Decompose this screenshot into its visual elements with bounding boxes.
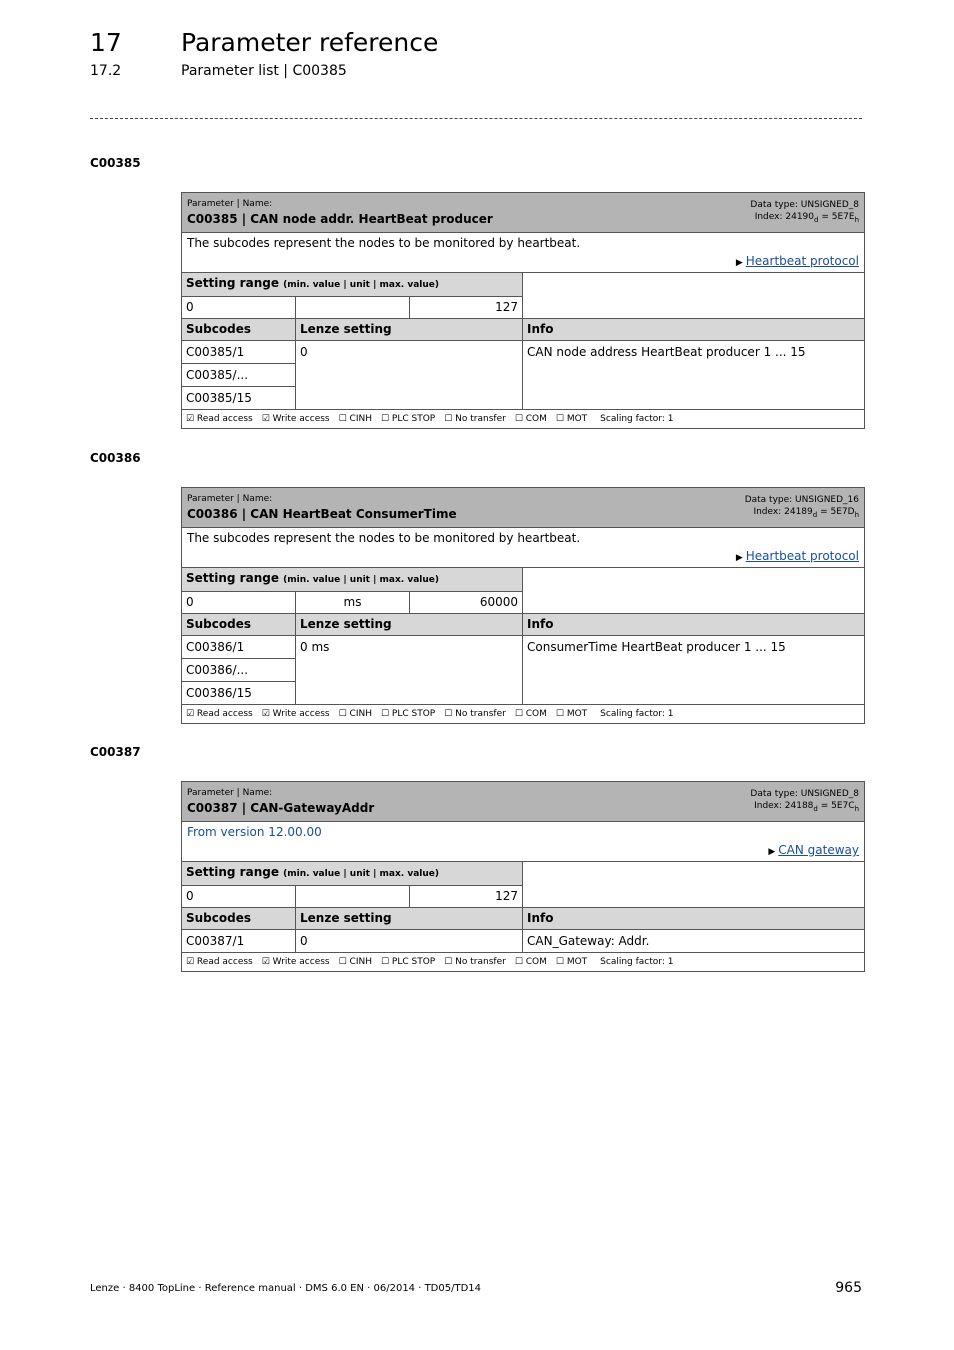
param-table (181, 781, 865, 972)
column-header-info: Info (523, 319, 865, 341)
range-max: 127 (410, 297, 523, 319)
section-title: Parameter list | C00385 (181, 63, 347, 79)
attr-scaling-factor: Scaling factor: 1 (600, 709, 674, 719)
index-d-sub: d (814, 215, 819, 224)
reference-link[interactable]: Heartbeat protocol (745, 254, 859, 268)
column-header-info: Info (523, 908, 865, 930)
param-description-row (182, 528, 865, 568)
index-hex: = 5E7D (817, 507, 855, 517)
param-heading: C00386 (90, 451, 141, 465)
param-name-label: Parameter | Name: (187, 199, 273, 209)
param-name-label: Parameter | Name: (187, 494, 273, 504)
empty-cell (523, 862, 865, 908)
cross-reference[interactable] (736, 254, 859, 268)
setting-range-header (182, 568, 523, 592)
attr-read-access: ☑ Read access (186, 414, 253, 424)
param-table (181, 487, 865, 724)
range-min: 0 (182, 592, 296, 614)
subcode-cell: C00386/15 (182, 682, 296, 705)
subcode-cell: C00386/... (182, 659, 296, 682)
attr-cinh: ☐ CINH (338, 414, 372, 424)
info-cell: CAN_Gateway: Addr. (523, 930, 865, 953)
param-description: The subcodes represent the nodes to be monitored by heartbeat. (187, 531, 581, 545)
param-name: C00386 | CAN HeartBeat ConsumerTime (187, 507, 457, 521)
subcode-cell: C00385/15 (182, 387, 296, 410)
cross-reference[interactable] (768, 843, 859, 857)
subcode-cell: C00386/1 (182, 636, 296, 659)
param-header (182, 488, 865, 528)
param-description-row (182, 822, 865, 862)
attr-com: ☐ COM (514, 957, 547, 967)
page-number: 965 (835, 1280, 862, 1296)
reference-link[interactable]: Heartbeat protocol (745, 549, 859, 563)
index-decimal: Index: 24190 (754, 212, 815, 222)
subcode-cell: C00387/1 (182, 930, 296, 953)
param-description-row (182, 233, 865, 273)
attr-plc-stop: ☐ PLC STOP (381, 709, 436, 719)
attr-cinh: ☐ CINH (338, 957, 372, 967)
index-hex: = 5E7C (817, 801, 855, 811)
range-min: 0 (182, 886, 296, 908)
index-decimal: Index: 24189 (753, 507, 813, 517)
triangle-right-icon: ▶ (735, 553, 743, 563)
index-decimal: Index: 24188 (754, 801, 814, 811)
lenze-setting-cell: 0 (296, 341, 523, 410)
cross-reference[interactable] (736, 549, 859, 563)
lenze-setting-cell: 0 ms (296, 636, 523, 705)
chapter-title: Parameter reference (181, 28, 439, 57)
setting-range-sublabel: (min. value | unit | max. value) (283, 575, 439, 585)
param-name: C00385 | CAN node addr. HeartBeat producer (187, 212, 493, 226)
reference-link[interactable]: CAN gateway (778, 843, 859, 857)
index-d-sub: d (813, 804, 818, 813)
column-header-info: Info (523, 614, 865, 636)
attr-plc-stop: ☐ PLC STOP (381, 957, 436, 967)
empty-cell (523, 568, 865, 614)
setting-range-sublabel: (min. value | unit | max. value) (283, 280, 439, 290)
document-footer: Lenze · 8400 TopLine · Reference manual · DMS 6.0 EN · 06/2014 · TD05/TD14 (90, 1283, 482, 1294)
data-type: Data type: UNSIGNED_8 (750, 200, 859, 210)
attr-read-access: ☑ Read access (186, 957, 253, 967)
column-header-lenze-setting: Lenze setting (296, 614, 523, 636)
subcode-cell: C00385/1 (182, 341, 296, 364)
range-unit (296, 886, 410, 908)
column-header-subcodes: Subcodes (182, 614, 296, 636)
attr-scaling-factor: Scaling factor: 1 (600, 414, 674, 424)
param-datatype-index (745, 494, 859, 521)
setting-range-sublabel: (min. value | unit | max. value) (283, 869, 439, 879)
range-max: 60000 (410, 592, 523, 614)
attributes-row (182, 705, 865, 724)
index-hex: = 5E7E (818, 212, 855, 222)
setting-range-header (182, 862, 523, 886)
setting-range-label: Setting range (186, 276, 279, 290)
attr-plc-stop: ☐ PLC STOP (381, 414, 436, 424)
index-h-sub: h (854, 804, 859, 813)
info-cell: CAN node address HeartBeat producer 1 ... 15 (523, 341, 865, 410)
attr-no-transfer: ☐ No transfer (444, 709, 506, 719)
lenze-setting-cell: 0 (296, 930, 523, 953)
param-table (181, 192, 865, 429)
attr-com: ☐ COM (514, 709, 547, 719)
header-divider (90, 118, 862, 119)
param-name-label: Parameter | Name: (187, 788, 273, 798)
param-description: The subcodes represent the nodes to be monitored by heartbeat. (187, 236, 581, 250)
attr-no-transfer: ☐ No transfer (444, 414, 506, 424)
setting-range-label: Setting range (186, 865, 279, 879)
attributes-row (182, 953, 865, 972)
column-header-lenze-setting: Lenze setting (296, 908, 523, 930)
param-header (182, 782, 865, 822)
attr-write-access: ☑ Write access (261, 957, 330, 967)
triangle-right-icon: ▶ (768, 847, 776, 857)
column-header-subcodes: Subcodes (182, 319, 296, 341)
section-number: 17.2 (90, 63, 122, 79)
index-h-sub: h (854, 510, 859, 519)
param-heading: C00387 (90, 745, 141, 759)
column-header-subcodes: Subcodes (182, 908, 296, 930)
index-d-sub: d (812, 510, 818, 519)
attr-read-access: ☑ Read access (186, 709, 253, 719)
index-h-sub: h (854, 215, 859, 224)
attr-mot: ☐ MOT (555, 414, 588, 424)
attr-write-access: ☑ Write access (261, 709, 330, 719)
range-min: 0 (182, 297, 296, 319)
attr-com: ☐ COM (514, 414, 547, 424)
column-header-lenze-setting: Lenze setting (296, 319, 523, 341)
attr-mot: ☐ MOT (555, 957, 588, 967)
param-datatype-index (750, 199, 859, 226)
range-unit: ms (296, 592, 410, 614)
data-type: Data type: UNSIGNED_8 (750, 789, 859, 799)
attributes-row (182, 410, 865, 429)
param-heading: C00385 (90, 156, 141, 170)
attr-write-access: ☑ Write access (261, 414, 330, 424)
chapter-number: 17 (90, 28, 122, 57)
attr-cinh: ☐ CINH (338, 709, 372, 719)
setting-range-header (182, 273, 523, 297)
range-unit (296, 297, 410, 319)
subcode-cell: C00385/... (182, 364, 296, 387)
setting-range-label: Setting range (186, 571, 279, 585)
triangle-right-icon: ▶ (735, 258, 743, 268)
attr-mot: ☐ MOT (555, 709, 588, 719)
data-type: Data type: UNSIGNED_16 (744, 495, 859, 505)
info-cell: ConsumerTime HeartBeat producer 1 ... 15 (523, 636, 865, 705)
version-note: From version 12.00.00 (187, 825, 322, 839)
param-datatype-index (750, 788, 859, 815)
attr-scaling-factor: Scaling factor: 1 (600, 957, 674, 967)
range-max: 127 (410, 886, 523, 908)
attr-no-transfer: ☐ No transfer (444, 957, 506, 967)
empty-cell (523, 273, 865, 319)
param-name: C00387 | CAN-GatewayAddr (187, 801, 375, 815)
param-header (182, 193, 865, 233)
